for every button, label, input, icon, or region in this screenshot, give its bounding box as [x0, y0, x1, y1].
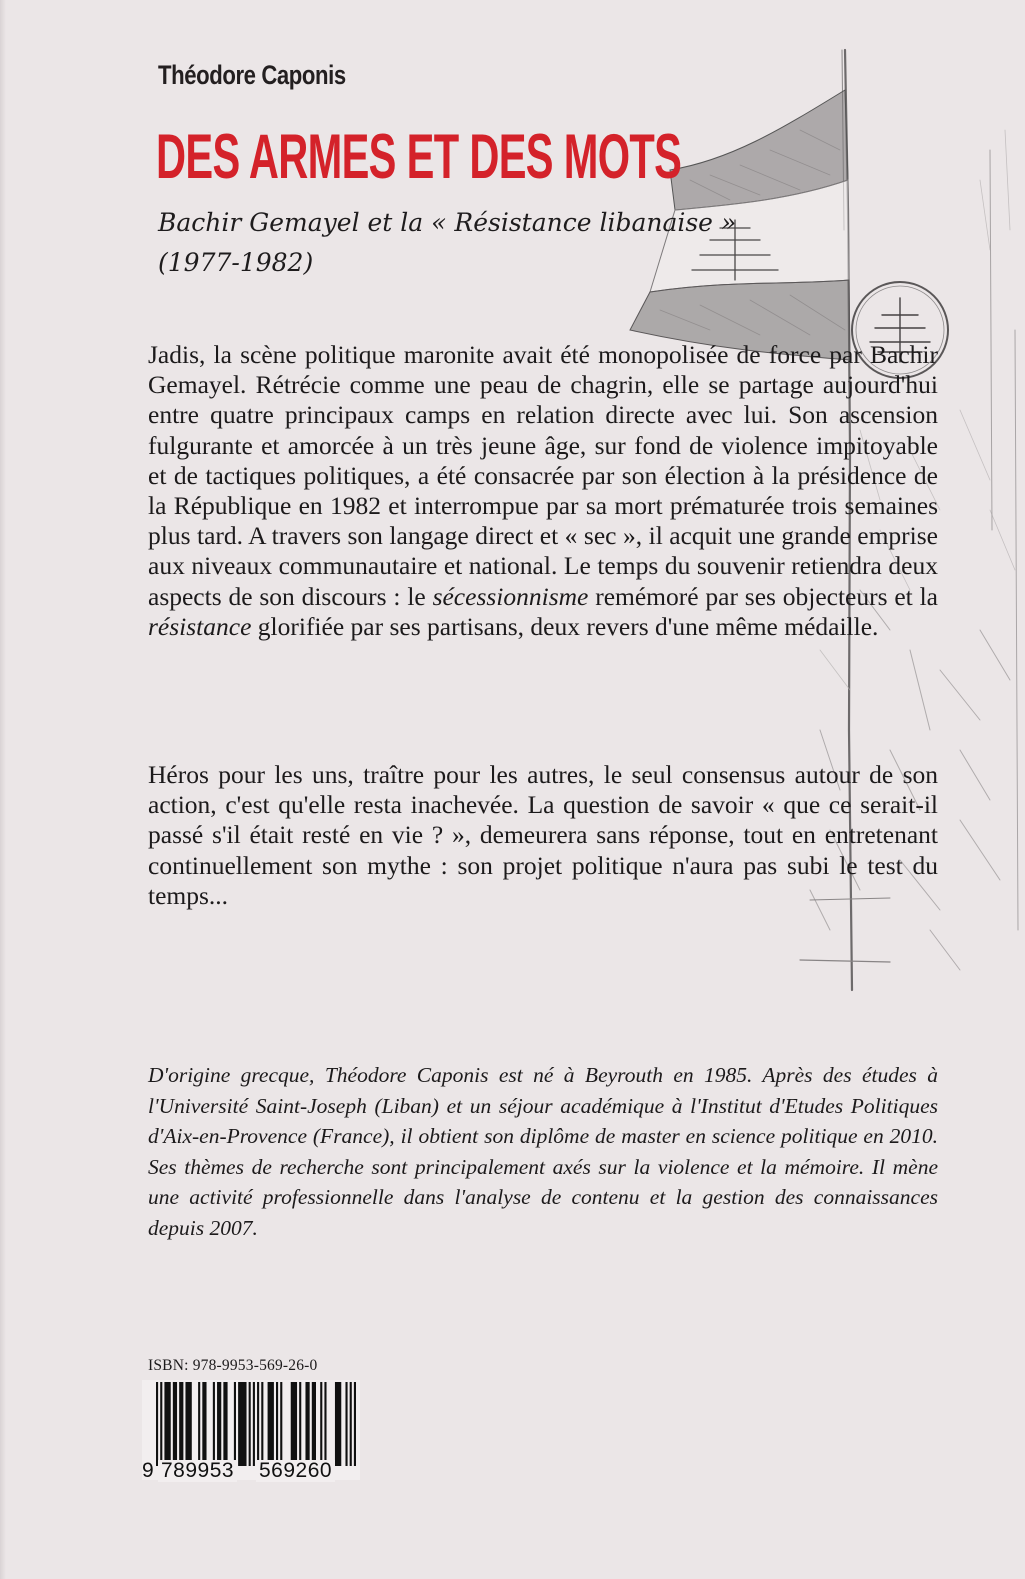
subtitle-line-1: Bachir Gemayel et la « Résistance libanaise » — [158, 208, 737, 237]
barcode-bars — [142, 1380, 360, 1466]
isbn-barcode — [142, 1380, 360, 1480]
barcode-bar-2 — [164, 1382, 170, 1466]
book-subtitle — [158, 203, 878, 283]
barcode-bar-12 — [238, 1382, 246, 1466]
barcode-bar-5 — [185, 1382, 191, 1466]
barcode-bar-25 — [324, 1382, 326, 1466]
barcode-bar-7 — [202, 1382, 206, 1466]
barcode-bar-16 — [261, 1382, 263, 1466]
subtitle-line-2: (1977-1982) — [158, 248, 314, 277]
author-biography: D'origine grecque, Théodore Caponis est né à Beyrouth en 1985. Après des études à l'Université Saint-Joseph (Liban) et un séjour académique à l'Institut d'Etudes Politiques d'Aix-en-Provence (France), il obtient son diplôme de master en science politique en 2010. Ses thèmes de recherche sont principalement axés sur la violence et la mémoire. Il mène une activité professionnelle dans l'analyse de contenu et la gestion des connaissances depuis 2007. — [148, 1063, 938, 1240]
isbn-label: ISBN: 978-9953-569-26-0 — [148, 1357, 318, 1374]
barcode-first-digit: 9 — [142, 1459, 154, 1482]
barcode-bar-27 — [345, 1382, 347, 1466]
blurb-p1-emphasis-secessionnisme: sécessionnisme — [432, 581, 589, 611]
blurb-p1-text-c: glorifiée par ses partisans, deux revers d'une même médaille. — [251, 611, 879, 641]
barcode-bar-6 — [198, 1382, 200, 1466]
blurb-paragraph-1 — [148, 340, 938, 642]
blurb-paragraph-2: Héros pour les uns, traître pour les autres, le seul consensus autour de son action, c'est qu'elle resta inachevée. La question de savoir « que ce serait-il passé s'il était resté en vie ? », demeurera sans réponse, tout en entretenant continuellement son mythe : son projet politique n'aura pas subi le test du temps... — [148, 760, 938, 910]
barcode-bar-22 — [305, 1382, 309, 1466]
barcode-bar-18 — [276, 1382, 278, 1466]
book-author: Théodore Caponis — [158, 60, 346, 90]
barcode-right-digits: 569260 — [256, 1460, 335, 1482]
book-title: DES ARMES ET DES MOTS — [156, 122, 682, 192]
barcode-bar-11 — [234, 1382, 236, 1466]
blurb-p1-text-a: Jadis, la scène politique maronite avait été monopolisée de force par Bachir Gemayel. Rétrécie comme une peau de chagrin, elle se partage aujourd'hui entre quatre principaux camps en relation directe avec lui. Son ascension fulgurante et amorcée à un très jeune âge, sur fond de violence impitoyable et de tactiques politiques, a été consacrée par son élection à la présidence de la République en 1982 et interrompue par sa mort prématurée trois semaines plus tard. A travers son langage direct et « sec », il acquit une grande emprise aux niveaux communautaire et national. Le temps du souvenir retiendra deux aspects de son discours : le — [148, 340, 938, 611]
barcode-bar-15 — [257, 1382, 259, 1466]
barcode-bar-3 — [173, 1382, 177, 1466]
barcode-bar-9 — [217, 1382, 221, 1466]
barcode-bar-0 — [156, 1382, 158, 1466]
barcode-bar-8 — [213, 1382, 215, 1466]
barcode-bar-21 — [299, 1382, 301, 1466]
barcode-bar-10 — [223, 1382, 227, 1466]
barcode-bar-13 — [249, 1382, 251, 1466]
blurb-p1-emphasis-resistance: résistance — [148, 611, 252, 641]
barcode-bar-4 — [179, 1382, 183, 1466]
barcode-left-digits: 789953 — [158, 1460, 237, 1482]
barcode-bar-14 — [253, 1382, 255, 1466]
cover-edge — [0, 0, 6, 1579]
barcode-bar-29 — [354, 1382, 356, 1466]
barcode-bar-20 — [291, 1382, 297, 1466]
barcode-bar-28 — [350, 1382, 352, 1466]
barcode-bar-24 — [320, 1382, 322, 1466]
barcode-bar-23 — [312, 1382, 316, 1466]
barcode-bar-17 — [268, 1382, 274, 1466]
barcode-bar-19 — [280, 1382, 282, 1466]
barcode-bar-1 — [160, 1382, 162, 1466]
blurb-p1-text-b: remémoré par ses objecteurs et la — [588, 581, 938, 611]
barcode-bar-26 — [335, 1382, 341, 1466]
